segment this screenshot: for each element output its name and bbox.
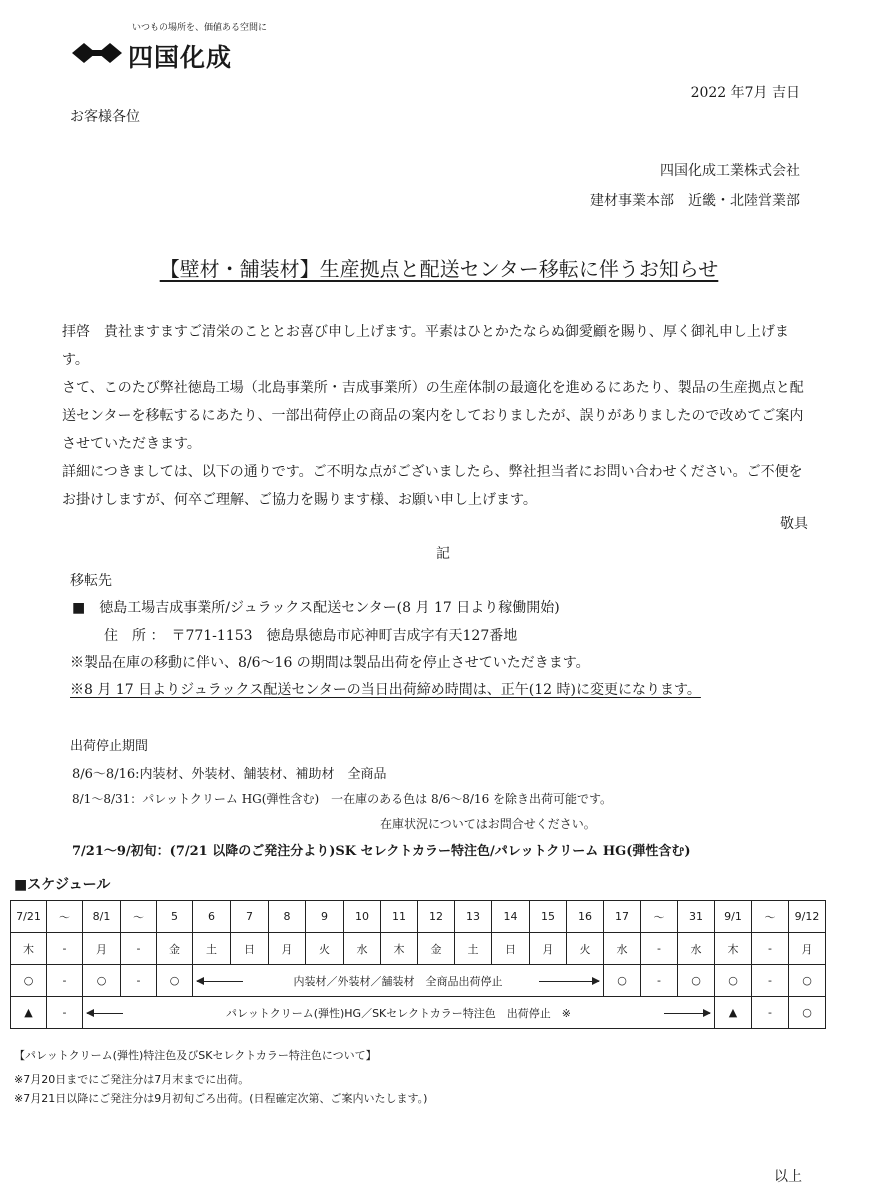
schedule-date-cell: 7/21 (11, 901, 47, 933)
schedule-weekday-cell: 木 (715, 933, 752, 965)
issue-date: 2022 年7月 吉日 (690, 85, 800, 101)
sender-department: 建材事業本部 近畿・北陸営業部 (590, 193, 800, 209)
schedule-weekday-cell: 木 (381, 933, 418, 965)
arrow-right-icon (539, 981, 599, 982)
schedule-cell: ○ (157, 965, 193, 997)
document-title: 【壁材・舗装材】生産拠点と配送センター移転に伴うお知らせ (159, 257, 719, 281)
arrow-right-icon (664, 1013, 710, 1014)
schedule-weekday-cell: 土 (455, 933, 492, 965)
stop-period-line-2: 8/1～8/31：パレットクリーム HG(弾性含む) 一在庫のある色は 8/6～8/16 を除き出荷可能です。 (72, 792, 613, 806)
schedule-date-cell: 12 (418, 901, 455, 933)
schedule-cell: - (47, 997, 83, 1029)
schedule-date-cell: 14 (492, 901, 530, 933)
schedule-date-cell: 15 (530, 901, 567, 933)
schedule-weekday-cell: - (752, 933, 789, 965)
palette-stop-arrow (83, 997, 715, 1029)
logo-mark-icon (72, 40, 122, 66)
schedule-date-cell: 10 (344, 901, 381, 933)
closing-keigu: 敬具 (780, 516, 808, 532)
interior-stop-text: 内装材／外装材／舗装材 全商品出荷停止 (290, 975, 507, 988)
relocation-location: ■ 徳島工場吉成事業所/ジュラックス配送センター(8 月 17 日より稼働開始) (72, 600, 560, 616)
schedule-cell: ○ (604, 965, 641, 997)
schedule-cell: ○ (678, 965, 715, 997)
footnote-heading: 【パレットクリーム(弾性)特注色及びSKセレクトカラー特注色について】 (14, 1049, 377, 1062)
schedule-cell: ○ (789, 997, 826, 1029)
schedule-table (10, 900, 826, 1029)
schedule-cell: - (47, 965, 83, 997)
schedule-date-cell: 9/12 (789, 901, 826, 933)
schedule-date-cell: 9/1 (715, 901, 752, 933)
tagline: いつもの場所を、価値ある空間に (132, 23, 268, 33)
relocation-note-2: ※8 月 17 日よりジュラックス配送センターの当日出荷締め時間は、正午(12 時)に変更になります。 (70, 682, 701, 698)
schedule-cell: ○ (11, 965, 47, 997)
schedule-date-cell: 31 (678, 901, 715, 933)
schedule-interior-row (11, 965, 826, 997)
schedule-cell: - (752, 965, 789, 997)
addressee: お客様各位 (70, 109, 140, 125)
schedule-weekday-cell: 水 (678, 933, 715, 965)
schedule-weekday-cell: 金 (418, 933, 455, 965)
schedule-weekday-cell: 日 (231, 933, 269, 965)
schedule-date-cell: ～ (752, 901, 789, 933)
schedule-date-row (11, 901, 826, 933)
schedule-date-cell: 13 (455, 901, 492, 933)
schedule-weekday-cell: - (121, 933, 157, 965)
greeting-paragraph: 拝啓 貴社ますますご清栄のこととお喜び申し上げます。平素はひとかたならぬ御愛顧を賜り、厚く御礼申し上げます。 (62, 324, 789, 368)
schedule-weekday-cell: - (47, 933, 83, 965)
schedule-date-cell: 5 (157, 901, 193, 933)
schedule-date-cell: 11 (381, 901, 418, 933)
schedule-weekday-cell: 火 (567, 933, 604, 965)
relocation-address: 住 所 ： 〒771-1153 徳島県徳島市応神町吉成字有天127番地 (104, 628, 518, 644)
stop-period-line-1: 8/6～8/16:内装材、外装材、舗装材、補助材 全商品 (72, 767, 387, 782)
schedule-date-cell: 7 (231, 901, 269, 933)
palette-stop-text: パレットクリーム(弾性)HG／SKセレクトカラー特注色 出荷停止 ※ (222, 1007, 575, 1020)
schedule-weekday-cell: 水 (344, 933, 381, 965)
schedule-date-cell: 16 (567, 901, 604, 933)
schedule-weekday-cell: 土 (193, 933, 231, 965)
schedule-cell: ○ (83, 965, 121, 997)
stop-period-line-3: 在庫状況についてはお問合せください。 (380, 817, 596, 831)
schedule-weekday-cell: 月 (269, 933, 306, 965)
relocation-label: 移転先 (70, 573, 112, 589)
schedule-date-cell: ～ (121, 901, 157, 933)
relocation-note-1: ※製品在庫の移動に伴い、8/6～16 の期間は製品出荷を停止させていただきます。 (70, 655, 590, 671)
arrow-left-icon (197, 981, 243, 982)
notice-paragraph: さて、このたび弊社徳島工場（北島事業所・吉成事業所）の生産体制の最適化を進めるにあたり、製品の生産拠点と配送センターを移転するにあたり、一部出荷停止の商品の案内をしておりましたが、誤りがありましたので改めてご案内させていただきます。 (62, 380, 804, 452)
closing-ijou: 以上 (774, 1169, 802, 1185)
stop-period-line-4: 7/21～9/初旬：(7/21 以降のご発注分より)SK セレクトカラー特注色/パレットクリーム HG(弾性含む) (72, 844, 691, 859)
arrow-left-icon (87, 1013, 123, 1014)
footnote-line-2: ※7月21日以降にご発注分は9月初旬ごろ出荷。(日程確定次第、ご案内いたします。) (14, 1092, 428, 1105)
schedule-cell: - (641, 965, 678, 997)
schedule-date-cell: ～ (641, 901, 678, 933)
schedule-cell: ○ (715, 965, 752, 997)
schedule-cell: ▲ (715, 997, 752, 1029)
schedule-weekday-cell: 月 (530, 933, 567, 965)
logo-text: 四国化成 (128, 43, 233, 72)
schedule-cell: - (121, 965, 157, 997)
schedule-cell: ▲ (11, 997, 47, 1029)
details-paragraph: 詳細につきましては、以下の通りです。ご不明な点がございましたら、弊社担当者にお問い合わせください。ご不便をお掛けしますが、何卒ご理解、ご協力を賜ります様、お願い申し上げます。 (62, 464, 803, 508)
schedule-cell: ○ (789, 965, 826, 997)
schedule-date-cell: 17 (604, 901, 641, 933)
sender-company: 四国化成工業株式会社 (660, 163, 800, 179)
schedule-date-cell: 9 (306, 901, 344, 933)
schedule-date-cell: 8/1 (83, 901, 121, 933)
schedule-weekday-cell: 月 (83, 933, 121, 965)
schedule-cell: - (752, 997, 789, 1029)
schedule-weekday-cell: 金 (157, 933, 193, 965)
schedule-weekday-cell: 日 (492, 933, 530, 965)
interior-stop-arrow (193, 965, 604, 997)
ki-mark: 記 (436, 546, 450, 562)
schedule-palette-row (11, 997, 826, 1029)
schedule-weekday-cell: 水 (604, 933, 641, 965)
schedule-weekday-row (11, 933, 826, 965)
schedule-label: ■スケジュール (14, 877, 111, 893)
footnote-line-1: ※7月20日までにご発注分は7月末までに出荷。 (14, 1073, 250, 1086)
schedule-weekday-cell: - (641, 933, 678, 965)
stop-period-label: 出荷停止期間 (70, 739, 149, 754)
schedule-date-cell: ～ (47, 901, 83, 933)
schedule-date-cell: 8 (269, 901, 306, 933)
schedule-weekday-cell: 火 (306, 933, 344, 965)
schedule-weekday-cell: 木 (11, 933, 47, 965)
schedule-date-cell: 6 (193, 901, 231, 933)
schedule-weekday-cell: 月 (789, 933, 826, 965)
